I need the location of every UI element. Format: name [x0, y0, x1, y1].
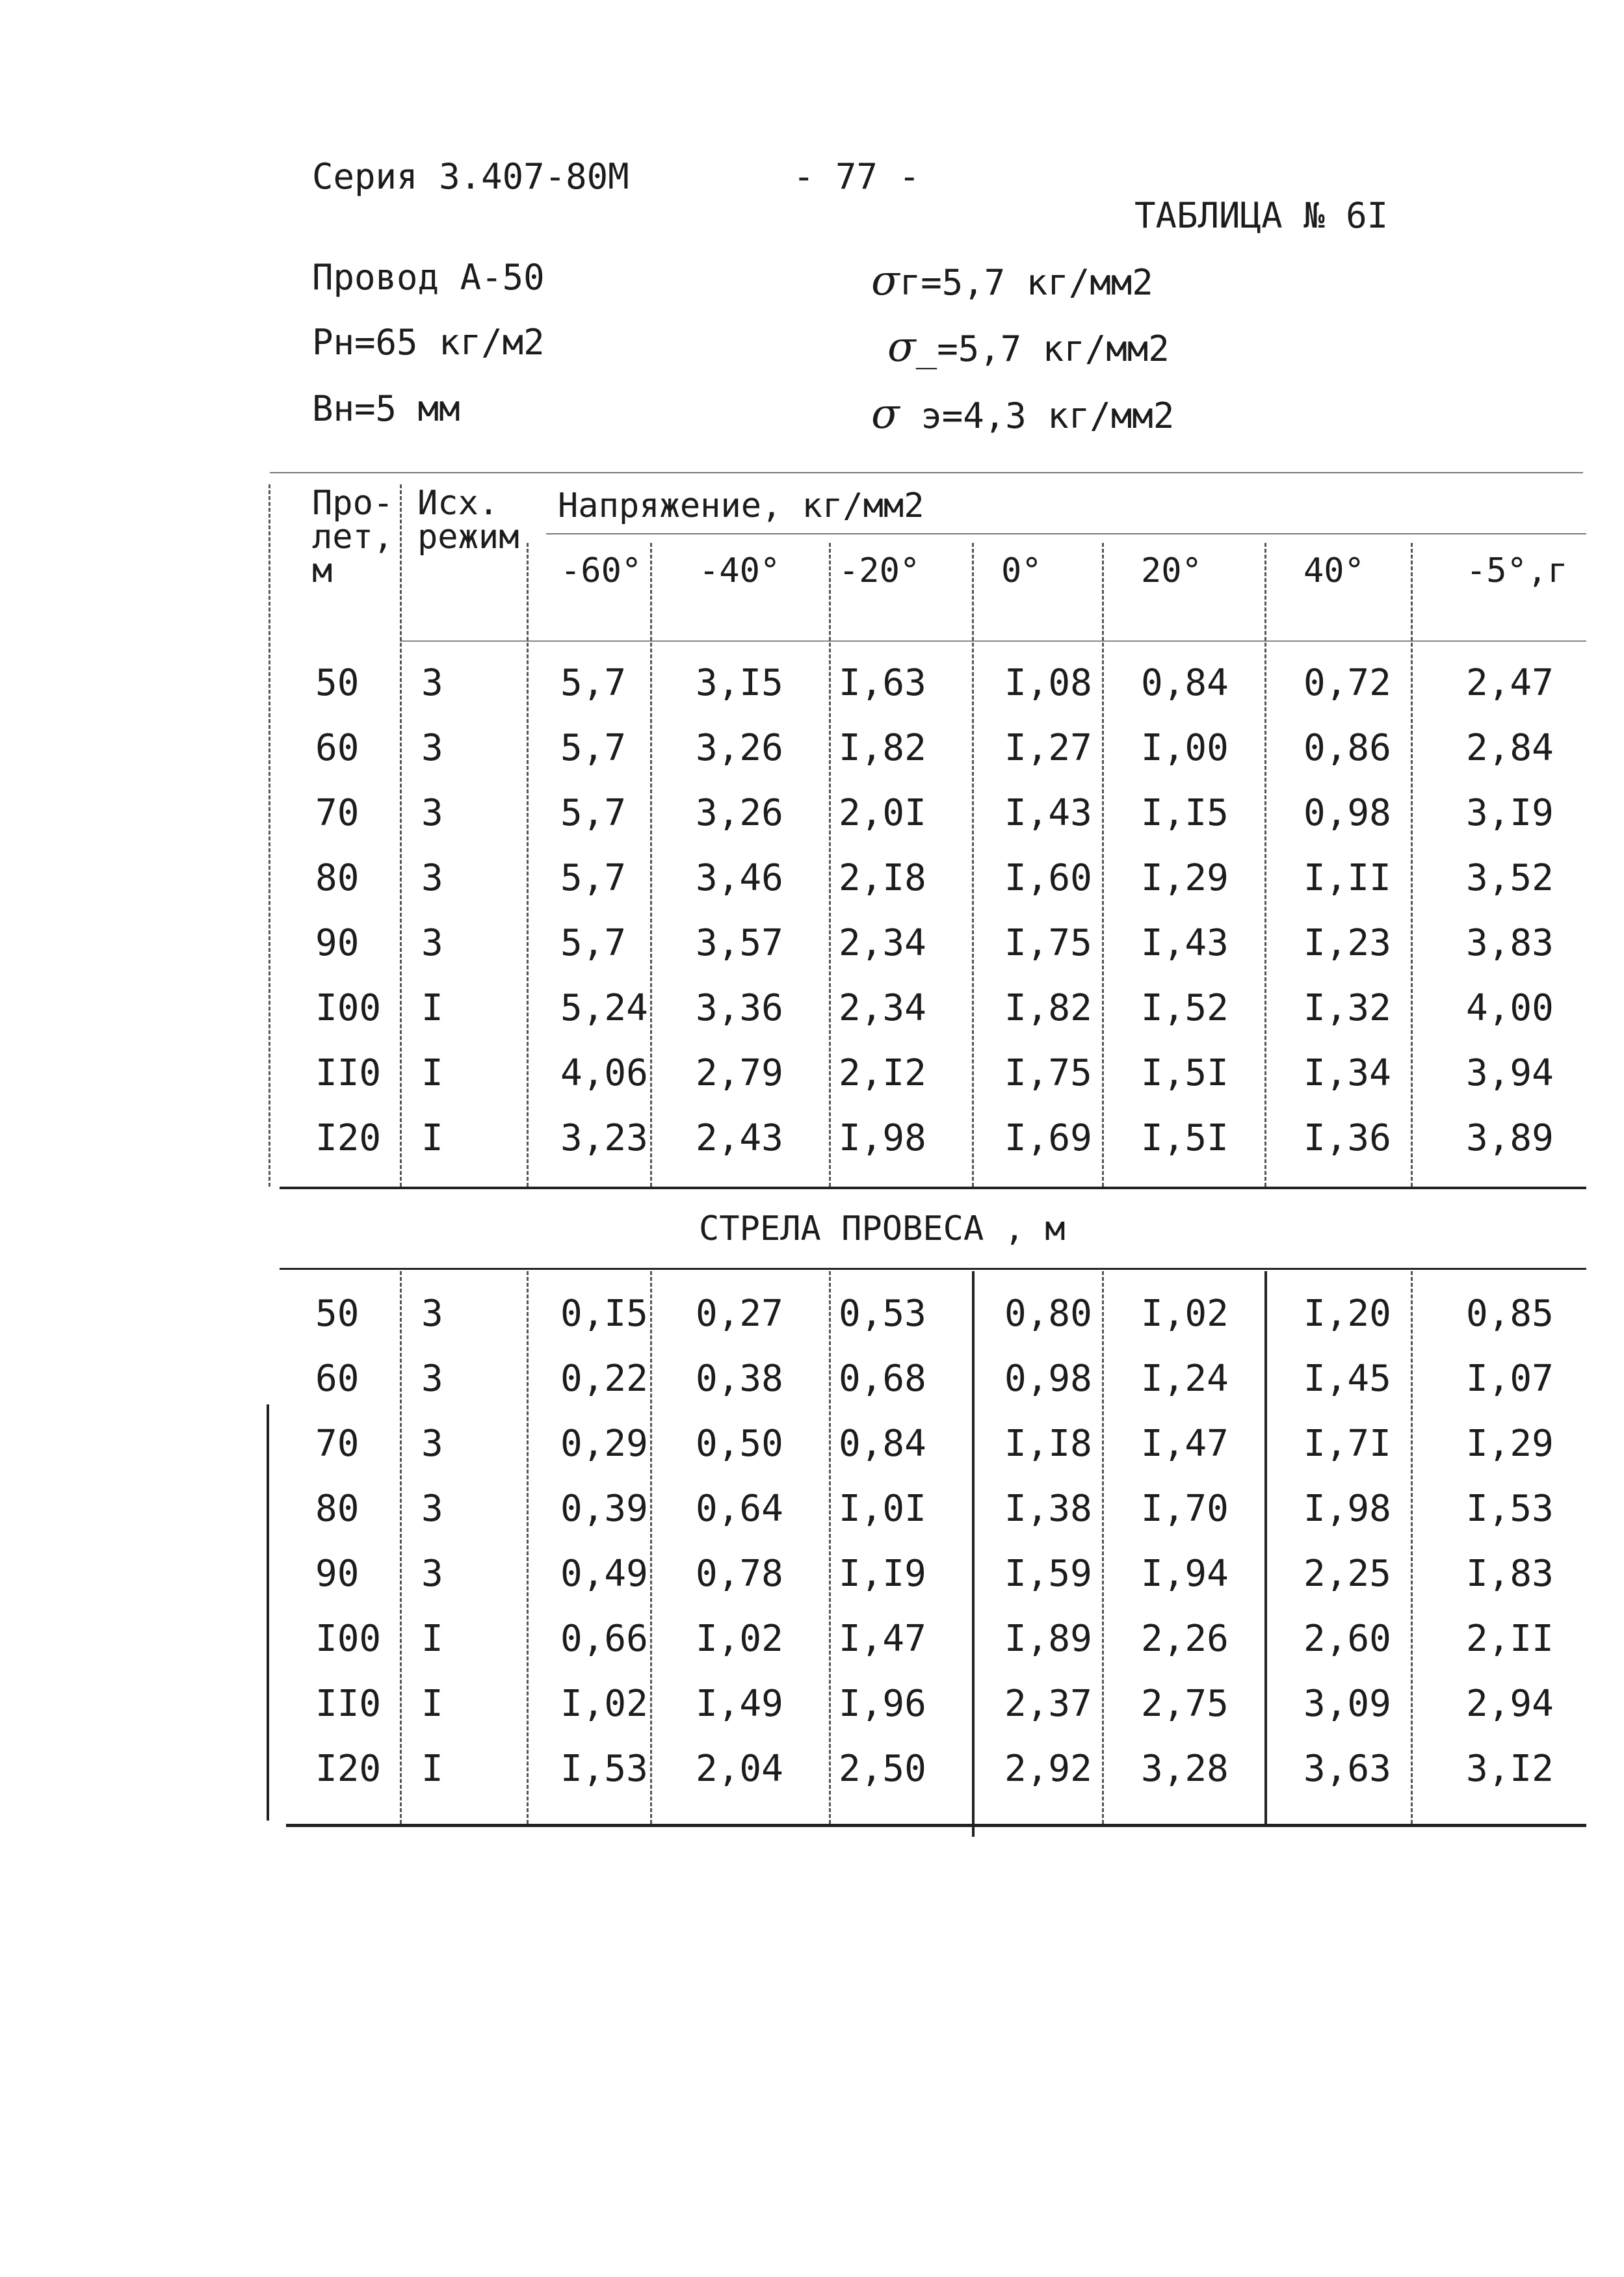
left-edge: [267, 1404, 269, 1821]
col-divider: [972, 1271, 975, 1837]
span-cell: 50: [315, 1293, 360, 1335]
temp-col-header: -40°: [699, 551, 781, 590]
value-cell: I,52: [1141, 987, 1229, 1029]
value-cell: I,53: [560, 1748, 648, 1790]
value-cell: I,24: [1141, 1358, 1229, 1400]
value-cell: I,82: [1004, 987, 1092, 1029]
sigma-symbol: σ: [887, 323, 916, 371]
value-cell: 5,7: [560, 727, 627, 769]
value-cell: 2,60: [1303, 1618, 1391, 1660]
temp-col-header: 0°: [1001, 551, 1042, 590]
table-top-rule: [270, 472, 1583, 473]
value-cell: 4,06: [560, 1052, 648, 1094]
value-cell: 3,I2: [1466, 1748, 1554, 1790]
param-stress-avg-text: э=4,3 кг/мм2: [899, 395, 1175, 436]
value-cell: I,96: [839, 1683, 926, 1725]
mode-cell: 3: [421, 792, 443, 834]
param-wire: Провод А-50: [312, 257, 545, 298]
stress-group-rule: [546, 533, 1586, 534]
value-cell: 2,47: [1466, 662, 1554, 704]
value-cell: I,70: [1141, 1488, 1229, 1530]
value-cell: 2,I8: [839, 857, 926, 899]
value-cell: I,53: [1466, 1488, 1554, 1530]
value-cell: 0,68: [839, 1358, 926, 1400]
param-stress-ice: [871, 257, 1153, 305]
series-label: Серия 3.407-80М: [312, 156, 629, 197]
mode-cell: 3: [421, 922, 443, 964]
temp-col-header: 40°: [1303, 551, 1365, 590]
value-cell: 0,66: [560, 1618, 648, 1660]
span-cell: 80: [315, 857, 360, 899]
span-cell: 70: [315, 792, 360, 834]
col-divider: [1411, 543, 1413, 1187]
col-divider: [1264, 1271, 1267, 1824]
value-cell: 2,92: [1004, 1748, 1092, 1790]
mode-cell: 3: [421, 727, 443, 769]
value-cell: 3,I9: [1466, 792, 1554, 834]
value-cell: I,08: [1004, 662, 1092, 704]
mode-cell: 3: [421, 1358, 443, 1400]
col-divider: [650, 1271, 652, 1824]
mode-cell: I: [421, 987, 443, 1029]
value-cell: 0,98: [1004, 1358, 1092, 1400]
value-cell: 3,I5: [696, 662, 783, 704]
temp-col-header: 20°: [1141, 551, 1202, 590]
mode-cell: 3: [421, 1293, 443, 1335]
col-divider: [400, 1271, 402, 1824]
span-cell: 90: [315, 922, 360, 964]
param-stress-avg: [871, 390, 1174, 438]
value-cell: 3,52: [1466, 857, 1554, 899]
value-cell: I,7I: [1303, 1423, 1391, 1465]
col-span-header-line: м: [312, 551, 333, 590]
value-cell: I,75: [1004, 1052, 1092, 1094]
table-number: ТАБЛИЦА № 6I: [1134, 195, 1389, 236]
mode-cell: 3: [421, 857, 443, 899]
sag-header-rule: [280, 1268, 1586, 1270]
value-cell: I,23: [1303, 922, 1391, 964]
value-cell: I,34: [1303, 1052, 1391, 1094]
value-cell: I,36: [1303, 1117, 1391, 1159]
param-stress-min-temp-text: _=5,7 кг/мм2: [915, 328, 1170, 369]
value-cell: 0,84: [1141, 662, 1229, 704]
col-divider: [972, 543, 974, 1187]
value-cell: 5,7: [560, 792, 627, 834]
value-cell: I,43: [1141, 922, 1229, 964]
value-cell: 0,84: [839, 1423, 926, 1465]
col-divider: [829, 543, 831, 1187]
value-cell: I,98: [1303, 1488, 1391, 1530]
value-cell: 0,80: [1004, 1293, 1092, 1335]
value-cell: 5,7: [560, 922, 627, 964]
col-mode-header-line: Исх.: [417, 484, 499, 523]
value-cell: 0,86: [1303, 727, 1391, 769]
value-cell: 0,78: [696, 1553, 783, 1595]
span-cell: 60: [315, 1358, 360, 1400]
page-number: - 77 -: [793, 156, 921, 197]
value-cell: 2,79: [696, 1052, 783, 1094]
value-cell: I,47: [1141, 1423, 1229, 1465]
value-cell: 2,34: [839, 987, 926, 1029]
value-cell: 0,50: [696, 1423, 783, 1465]
col-divider: [527, 543, 529, 1187]
span-cell: II0: [315, 1683, 382, 1725]
value-cell: I,5I: [1141, 1052, 1229, 1094]
value-cell: 0,38: [696, 1358, 783, 1400]
sigma-symbol: σ: [871, 390, 900, 438]
span-cell: I00: [315, 1618, 382, 1660]
value-cell: I,32: [1303, 987, 1391, 1029]
value-cell: I,63: [839, 662, 926, 704]
value-cell: 0,39: [560, 1488, 648, 1530]
value-cell: 2,34: [839, 922, 926, 964]
temp-col-header: -20°: [839, 551, 921, 590]
value-cell: 3,57: [696, 922, 783, 964]
col-span-header-line: Про-: [312, 484, 394, 523]
value-cell: I,94: [1141, 1553, 1229, 1595]
col-divider: [1411, 1271, 1413, 1824]
mode-cell: 3: [421, 1423, 443, 1465]
value-cell: 2,50: [839, 1748, 926, 1790]
value-cell: 2,25: [1303, 1553, 1391, 1595]
value-cell: I,38: [1004, 1488, 1092, 1530]
value-cell: I,89: [1004, 1618, 1092, 1660]
mode-cell: 3: [421, 1488, 443, 1530]
col-divider: [650, 543, 652, 1187]
value-cell: I,II: [1303, 857, 1391, 899]
value-cell: 0,I5: [560, 1293, 648, 1335]
value-cell: 0,85: [1466, 1293, 1554, 1335]
value-cell: I,29: [1466, 1423, 1554, 1465]
param-wind-pressure: Рн=65 кг/м2: [312, 322, 545, 363]
left-edge: [268, 484, 270, 1187]
col-divider: [829, 1271, 831, 1824]
value-cell: I,00: [1141, 727, 1229, 769]
value-cell: 3,83: [1466, 922, 1554, 964]
col-mode-header-line: режим: [417, 518, 519, 557]
value-cell: 2,43: [696, 1117, 783, 1159]
span-cell: 80: [315, 1488, 360, 1530]
span-cell: 50: [315, 662, 360, 704]
value-cell: I,02: [1141, 1293, 1229, 1335]
stress-group-header: Напряжение, кг/мм2: [558, 486, 924, 525]
value-cell: I,5I: [1141, 1117, 1229, 1159]
span-cell: I00: [315, 987, 382, 1029]
value-cell: 0,72: [1303, 662, 1391, 704]
sigma-symbol: σ: [871, 257, 900, 305]
span-cell: I20: [315, 1748, 382, 1790]
value-cell: 3,26: [696, 727, 783, 769]
value-cell: 3,28: [1141, 1748, 1229, 1790]
value-cell: 2,04: [696, 1748, 783, 1790]
value-cell: I,I8: [1004, 1423, 1092, 1465]
value-cell: 0,64: [696, 1488, 783, 1530]
value-cell: 2,II: [1466, 1618, 1554, 1660]
value-cell: 3,46: [696, 857, 783, 899]
value-cell: 5,7: [560, 662, 627, 704]
param-stress-ice-text: г=5,7 кг/мм2: [899, 262, 1153, 303]
value-cell: I,47: [839, 1618, 926, 1660]
col-divider: [1102, 543, 1104, 1187]
sag-section-header: СТРЕЛА ПРОВЕСА , м: [699, 1209, 1066, 1248]
col-divider: [527, 1271, 529, 1824]
value-cell: I,49: [696, 1683, 783, 1725]
value-cell: 0,53: [839, 1293, 926, 1335]
value-cell: 0,29: [560, 1423, 648, 1465]
value-cell: 2,37: [1004, 1683, 1092, 1725]
param-stress-min-temp: [887, 323, 1170, 371]
span-cell: 60: [315, 727, 360, 769]
value-cell: 0,98: [1303, 792, 1391, 834]
value-cell: 3,94: [1466, 1052, 1554, 1094]
mode-cell: 3: [421, 1553, 443, 1595]
span-cell: I20: [315, 1117, 382, 1159]
value-cell: I,43: [1004, 792, 1092, 834]
value-cell: I,82: [839, 727, 926, 769]
stress-section-bottom-rule: [280, 1187, 1586, 1189]
table-bottom-rule: [286, 1824, 1586, 1827]
header-bottom-rule: [400, 640, 1586, 642]
col-span-header: [312, 486, 393, 588]
mode-cell: I: [421, 1683, 443, 1725]
span-cell: 90: [315, 1553, 360, 1595]
col-mode-header: [417, 484, 519, 557]
value-cell: I,27: [1004, 727, 1092, 769]
value-cell: 5,7: [560, 857, 627, 899]
param-ice-thickness: Вн=5 мм: [312, 388, 460, 429]
value-cell: I,83: [1466, 1553, 1554, 1595]
temp-col-header: -5°,г: [1466, 551, 1568, 590]
span-cell: II0: [315, 1052, 382, 1094]
value-cell: I,I5: [1141, 792, 1229, 834]
mode-cell: I: [421, 1052, 443, 1094]
value-cell: I,20: [1303, 1293, 1391, 1335]
value-cell: 3,36: [696, 987, 783, 1029]
value-cell: 3,23: [560, 1117, 648, 1159]
value-cell: I,45: [1303, 1358, 1391, 1400]
value-cell: I,07: [1466, 1358, 1554, 1400]
value-cell: I,02: [696, 1618, 783, 1660]
value-cell: I,0I: [839, 1488, 926, 1530]
col-divider: [1102, 1271, 1104, 1824]
value-cell: 3,26: [696, 792, 783, 834]
mode-cell: 3: [421, 662, 443, 704]
col-divider: [400, 484, 402, 1187]
mode-cell: I: [421, 1117, 443, 1159]
value-cell: I,I9: [839, 1553, 926, 1595]
value-cell: 2,75: [1141, 1683, 1229, 1725]
value-cell: 3,89: [1466, 1117, 1554, 1159]
value-cell: 0,49: [560, 1553, 648, 1595]
value-cell: 4,00: [1466, 987, 1554, 1029]
span-cell: 70: [315, 1423, 360, 1465]
value-cell: 0,27: [696, 1293, 783, 1335]
value-cell: I,98: [839, 1117, 926, 1159]
value-cell: I,75: [1004, 922, 1092, 964]
value-cell: 2,I2: [839, 1052, 926, 1094]
value-cell: 2,84: [1466, 727, 1554, 769]
value-cell: I,59: [1004, 1553, 1092, 1595]
value-cell: 3,09: [1303, 1683, 1391, 1725]
value-cell: I,02: [560, 1683, 648, 1725]
mode-cell: I: [421, 1748, 443, 1790]
value-cell: I,69: [1004, 1117, 1092, 1159]
value-cell: I,29: [1141, 857, 1229, 899]
col-span-header-line: лет,: [312, 518, 394, 557]
value-cell: 2,26: [1141, 1618, 1229, 1660]
value-cell: I,60: [1004, 857, 1092, 899]
col-divider: [1264, 543, 1266, 1187]
value-cell: 2,94: [1466, 1683, 1554, 1725]
temp-col-header: -60°: [560, 551, 642, 590]
mode-cell: I: [421, 1618, 443, 1660]
value-cell: 5,24: [560, 987, 648, 1029]
value-cell: 3,63: [1303, 1748, 1391, 1790]
value-cell: 0,22: [560, 1358, 648, 1400]
value-cell: 2,0I: [839, 792, 926, 834]
